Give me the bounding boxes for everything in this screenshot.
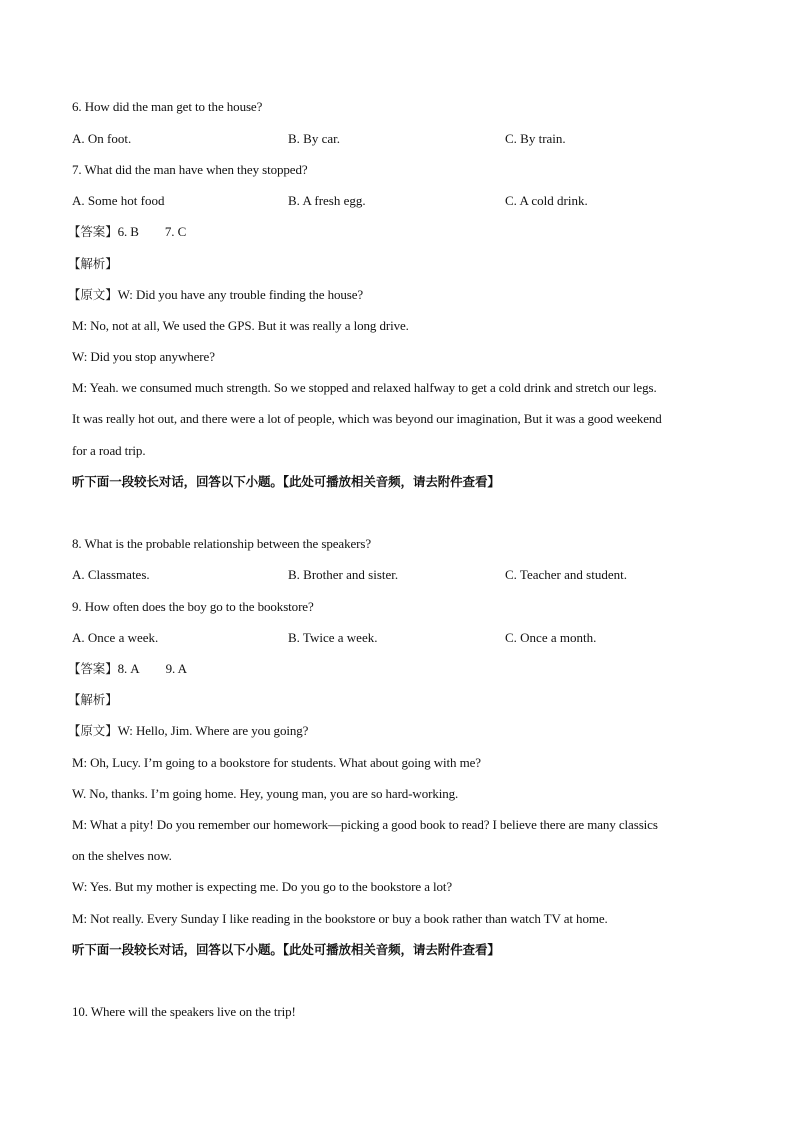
answer-tag: 【答案】 [68,224,118,239]
answer-tag: 【答案】 [68,661,118,676]
q9-option-b: B. Twice a week. [288,630,378,645]
answer-6: 6. B [117,224,139,239]
transcript-text: W: Hello, Jim. Where are you going? [117,723,309,738]
transcript-line: on the shelves now. [72,848,172,863]
listening-instruction: 听下面一段较长对话，回答以下小题。【此处可播放相关音频，请去附件查看】 [72,942,500,957]
transcript-line: M: Not really. Every Sunday I like reading in the bookstore or buy a book rather than watch TV at home. [72,911,608,926]
transcript-line: M: No, not at all, We used the GPS. But it was really a long drive. [72,318,409,333]
transcript-line: W. No, thanks. I’m going home. Hey, young man, you are so hard-working. [72,786,459,801]
question-9: 9. How often does the boy go to the bookstore? [72,599,314,614]
transcript-line: for a road trip. [72,443,146,458]
q8-option-c: C. Teacher and student. [505,567,627,582]
transcript-tag: 【原文】 [68,287,118,302]
q9-option-a: A. Once a week. [72,630,159,645]
q9-option-c: C. Once a month. [505,630,597,645]
question-6: 6. How did the man get to the house? [72,99,263,114]
transcript-tag: 【原文】 [68,723,118,738]
transcript-line [68,723,308,739]
answer-line-2 [68,661,187,677]
question-7: 7. What did the man have when they stopped? [72,162,308,177]
q6-option-a: A. On foot. [72,131,132,146]
transcript-line: W: Did you stop anywhere? [72,349,215,364]
answer-7: 7. C [164,224,187,239]
q6-option-c: C. By train. [505,131,566,146]
transcript-line: It was really hot out, and there were a lot of people, which was beyond our imagination, But it was a good weekend [72,411,662,426]
q7-option-b: B. A fresh egg. [288,193,366,208]
answer-9: 9. A [165,661,187,676]
transcript-line: M: What a pity! Do you remember our homework—picking a good book to read? I believe there are many classics [72,817,658,832]
analysis-tag: 【解析】 [68,256,118,271]
question-8: 8. What is the probable relationship between the speakers? [72,536,371,551]
transcript-line: M: Oh, Lucy. I’m going to a bookstore for students. What about going with me? [72,755,481,770]
q7-option-a: A. Some hot food [72,193,165,208]
listening-instruction: 听下面一段较长对话，回答以下小题。【此处可播放相关音频，请去附件查看】 [72,474,500,489]
q6-option-b: B. By car. [288,131,340,146]
q8-option-b: B. Brother and sister. [288,567,399,582]
q7-option-c: C. A cold drink. [505,193,588,208]
question-10: 10. Where will the speakers live on the trip! [72,1004,296,1019]
transcript-line: M: Yeah. we consumed much strength. So we stopped and relaxed halfway to get a cold drink and stretch our legs. [72,380,657,395]
analysis-tag: 【解析】 [68,692,118,707]
q8-option-a: A. Classmates. [72,567,150,582]
transcript-text: W: Did you have any trouble finding the house? [117,287,364,302]
transcript-line [68,287,363,303]
answer-line-1 [68,224,186,240]
answer-8: 8. A [117,661,140,676]
transcript-line: W: Yes. But my mother is expecting me. Do you go to the bookstore a lot? [72,879,453,894]
